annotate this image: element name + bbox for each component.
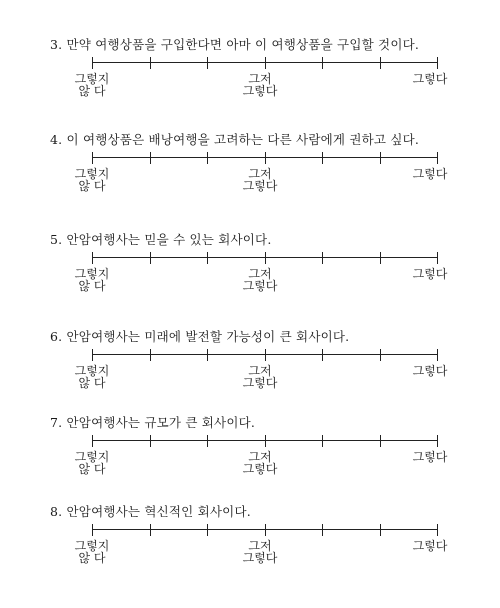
scale-tick[interactable] — [322, 349, 323, 361]
scale-tick[interactable] — [92, 57, 93, 69]
rating-scale[interactable] — [92, 152, 437, 164]
question-item-4 — [0, 130, 500, 226]
scale-label-neutral: 그저 그렇다 — [242, 539, 278, 565]
scale-tick[interactable] — [322, 152, 323, 164]
scale-tick[interactable] — [437, 152, 438, 164]
scale-tick[interactable] — [380, 252, 381, 264]
question-body: 만약 여행상품을 구입한다면 아마 이 여행상품을 구입할 것이다. — [66, 37, 420, 52]
rating-scale[interactable] — [92, 349, 437, 361]
question-number: 3. — [50, 37, 63, 52]
scale-tick[interactable] — [92, 349, 93, 361]
rating-scale[interactable] — [92, 524, 437, 536]
scale-tick[interactable] — [265, 57, 266, 69]
scale-label-agree: 그렇다 — [412, 450, 448, 464]
scale-tick[interactable] — [380, 57, 381, 69]
rating-scale[interactable] — [92, 252, 437, 264]
scale-tick[interactable] — [150, 252, 151, 264]
scale-label-agree: 그렇다 — [412, 167, 448, 181]
scale-tick[interactable] — [265, 252, 266, 264]
scale-tick[interactable] — [265, 524, 266, 536]
scale-label-agree: 그렇다 — [412, 539, 448, 553]
scale-tick[interactable] — [150, 435, 151, 447]
question-item-3 — [0, 35, 500, 131]
scale-tick[interactable] — [265, 435, 266, 447]
scale-tick[interactable] — [380, 152, 381, 164]
scale-label-neutral: 그저 그렇다 — [242, 364, 278, 390]
question-text — [50, 35, 419, 53]
scale-tick[interactable] — [92, 152, 93, 164]
scale-tick[interactable] — [150, 152, 151, 164]
scale-tick[interactable] — [265, 152, 266, 164]
scale-tick[interactable] — [437, 57, 438, 69]
scale-label-disagree: 그렇지 않 다 — [74, 364, 110, 390]
scale-tick[interactable] — [322, 435, 323, 447]
scale-tick[interactable] — [207, 349, 208, 361]
scale-tick[interactable] — [207, 152, 208, 164]
scale-label-neutral: 그저 그렇다 — [242, 450, 278, 476]
scale-tick[interactable] — [207, 252, 208, 264]
question-number: 5. — [50, 232, 63, 247]
scale-label-disagree: 그렇지 않 다 — [74, 167, 110, 193]
question-item-5 — [0, 230, 500, 326]
scale-tick[interactable] — [207, 57, 208, 69]
scale-tick[interactable] — [265, 349, 266, 361]
scale-tick[interactable] — [207, 524, 208, 536]
scale-tick[interactable] — [150, 57, 151, 69]
scale-tick[interactable] — [92, 252, 93, 264]
scale-tick[interactable] — [150, 524, 151, 536]
rating-scale[interactable] — [92, 435, 437, 447]
question-item-6 — [0, 327, 500, 423]
rating-scale[interactable] — [92, 57, 437, 69]
question-text — [50, 130, 419, 148]
question-text — [50, 413, 255, 431]
question-body: 안암여행사는 규모가 큰 회사이다. — [66, 415, 256, 430]
scale-tick[interactable] — [322, 524, 323, 536]
scale-label-disagree: 그렇지 않 다 — [74, 539, 110, 565]
question-text — [50, 502, 251, 520]
question-number: 6. — [50, 329, 63, 344]
scale-label-agree: 그렇다 — [412, 267, 448, 281]
question-number: 7. — [50, 415, 63, 430]
question-number: 4. — [50, 132, 63, 147]
question-body: 이 여행상품은 배낭여행을 고려하는 다른 사람에게 권하고 싶다. — [66, 132, 420, 147]
question-item-7 — [0, 413, 500, 509]
scale-tick[interactable] — [322, 57, 323, 69]
scale-label-disagree: 그렇지 않 다 — [74, 450, 110, 476]
scale-tick[interactable] — [322, 252, 323, 264]
question-number: 8. — [50, 504, 63, 519]
scale-tick[interactable] — [380, 524, 381, 536]
scale-label-neutral: 그저 그렇다 — [242, 72, 278, 98]
scale-tick[interactable] — [207, 435, 208, 447]
scale-label-agree: 그렇다 — [412, 364, 448, 378]
scale-label-neutral: 그저 그렇다 — [242, 167, 278, 193]
scale-tick[interactable] — [380, 435, 381, 447]
scale-tick[interactable] — [437, 252, 438, 264]
scale-tick[interactable] — [437, 435, 438, 447]
scale-tick[interactable] — [380, 349, 381, 361]
scale-tick[interactable] — [437, 349, 438, 361]
question-body: 안암여행사는 믿을 수 있는 회사이다. — [66, 232, 272, 247]
scale-tick[interactable] — [437, 524, 438, 536]
question-text — [50, 327, 349, 345]
scale-tick[interactable] — [92, 524, 93, 536]
scale-label-agree: 그렇다 — [412, 72, 448, 86]
question-text — [50, 230, 272, 248]
scale-label-disagree: 그렇지 않 다 — [74, 267, 110, 293]
scale-tick[interactable] — [150, 349, 151, 361]
question-body: 안암여행사는 미래에 발전할 가능성이 큰 회사이다. — [66, 329, 350, 344]
scale-tick[interactable] — [92, 435, 93, 447]
scale-label-disagree: 그렇지 않 다 — [74, 72, 110, 98]
question-item-8 — [0, 502, 500, 598]
scale-label-neutral: 그저 그렇다 — [242, 267, 278, 293]
question-body: 안암여행사는 혁신적인 회사이다. — [66, 504, 251, 519]
